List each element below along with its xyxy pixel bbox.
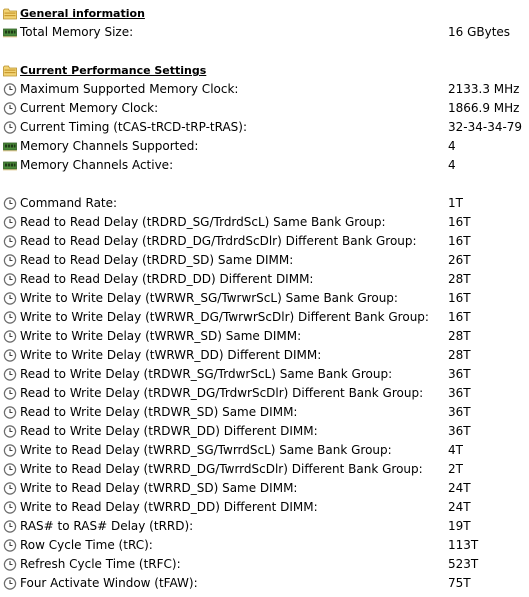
field-value: 16T <box>448 291 471 305</box>
field-value: 75T <box>448 576 471 590</box>
clock-icon <box>3 197 17 210</box>
clock-icon <box>3 577 17 590</box>
info-row[interactable] <box>0 517 529 536</box>
field-value: 2133.3 MHz <box>448 82 520 96</box>
clock-icon <box>3 292 17 305</box>
field-label: Row Cycle Time (tRC): <box>20 538 153 552</box>
clock-icon <box>3 311 17 324</box>
field-label: Write to Read Delay (tWRRD_SG/TwrrdScL) Same Bank Group: <box>20 443 392 457</box>
field-value: 36T <box>448 405 471 419</box>
spacer <box>0 175 529 194</box>
clock-icon <box>3 216 17 229</box>
info-row[interactable] <box>0 232 529 251</box>
field-label: Read to Read Delay (tRDRD_DD) Different DIMM: <box>20 272 314 286</box>
info-row[interactable] <box>0 460 529 479</box>
field-label: Memory Channels Supported: <box>20 139 199 153</box>
section-header-current-performance-settings <box>0 61 529 80</box>
field-value: 4T <box>448 443 463 457</box>
field-value: 16 GBytes <box>448 25 511 39</box>
section-header-general-information <box>0 4 529 23</box>
folder-icon <box>3 7 17 20</box>
field-label: Read to Read Delay (tRDRD_SD) Same DIMM: <box>20 253 294 267</box>
field-label: Write to Write Delay (tWRWR_DG/TwrwrScDlr) Different Bank Group: <box>20 310 429 324</box>
field-label: Read to Read Delay (tRDRD_SG/TrdrdScL) Same Bank Group: <box>20 215 386 229</box>
field-value: 2T <box>448 462 463 476</box>
clock-icon <box>3 558 17 571</box>
field-label: Current Timing (tCAS-tRCD-tRP-tRAS): <box>20 120 248 134</box>
memory-module-icon <box>3 140 17 153</box>
info-row[interactable] <box>0 194 529 213</box>
field-value: 1T <box>448 196 463 210</box>
field-label: Refresh Cycle Time (tRFC): <box>20 557 181 571</box>
info-row[interactable] <box>0 23 529 42</box>
field-value: 36T <box>448 424 471 438</box>
info-row[interactable] <box>0 118 529 137</box>
field-label: Write to Write Delay (tWRWR_DD) Different DIMM: <box>20 348 322 362</box>
clock-icon <box>3 83 17 96</box>
info-row[interactable] <box>0 384 529 403</box>
folder-icon <box>3 64 17 77</box>
field-value: 113T <box>448 538 479 552</box>
info-row[interactable] <box>0 137 529 156</box>
info-row[interactable] <box>0 156 529 175</box>
field-label: Write to Write Delay (tWRWR_SD) Same DIMM: <box>20 329 302 343</box>
field-value: 28T <box>448 348 471 362</box>
clock-icon <box>3 368 17 381</box>
info-row[interactable] <box>0 422 529 441</box>
field-label: Read to Write Delay (tRDWR_SD) Same DIMM: <box>20 405 298 419</box>
field-value: 28T <box>448 272 471 286</box>
info-row[interactable] <box>0 441 529 460</box>
memory-module-icon <box>3 159 17 172</box>
clock-icon <box>3 387 17 400</box>
field-label: Read to Write Delay (tRDWR_DD) Different DIMM: <box>20 424 318 438</box>
clock-icon <box>3 330 17 343</box>
clock-icon <box>3 349 17 362</box>
memory-info-list <box>0 4 529 593</box>
field-value: 19T <box>448 519 471 533</box>
field-label: Read to Write Delay (tRDWR_SG/TrdwrScL) Same Bank Group: <box>20 367 393 381</box>
section-title: General information <box>20 7 145 20</box>
field-value: 1866.9 MHz <box>448 101 520 115</box>
field-value: 4 <box>448 158 456 172</box>
field-value: 36T <box>448 367 471 381</box>
field-value: 24T <box>448 481 471 495</box>
field-value: 4 <box>448 139 456 153</box>
info-row[interactable] <box>0 270 529 289</box>
clock-icon <box>3 273 17 286</box>
field-label: Read to Read Delay (tRDRD_DG/TrdrdScDlr) Different Bank Group: <box>20 234 417 248</box>
section-spacer <box>0 42 529 61</box>
field-label: Read to Write Delay (tRDWR_DG/TrdwrScDlr) Different Bank Group: <box>20 386 424 400</box>
clock-icon <box>3 463 17 476</box>
field-label: Maximum Supported Memory Clock: <box>20 82 239 96</box>
info-row[interactable] <box>0 574 529 593</box>
field-label: Write to Write Delay (tWRWR_SG/TwrwrScL) Same Bank Group: <box>20 291 398 305</box>
info-row[interactable] <box>0 80 529 99</box>
info-row[interactable] <box>0 327 529 346</box>
clock-icon <box>3 539 17 552</box>
info-row[interactable] <box>0 536 529 555</box>
clock-icon <box>3 102 17 115</box>
clock-icon <box>3 482 17 495</box>
clock-icon <box>3 235 17 248</box>
info-row[interactable] <box>0 479 529 498</box>
field-label: Command Rate: <box>20 196 118 210</box>
field-value: 32-34-34-79 <box>448 120 523 134</box>
info-row[interactable] <box>0 555 529 574</box>
field-value: 16T <box>448 310 471 324</box>
clock-icon <box>3 254 17 267</box>
info-row[interactable] <box>0 498 529 517</box>
field-value: 26T <box>448 253 471 267</box>
clock-icon <box>3 425 17 438</box>
info-row[interactable] <box>0 346 529 365</box>
field-label: Write to Read Delay (tWRRD_SD) Same DIMM: <box>20 481 298 495</box>
info-row[interactable] <box>0 365 529 384</box>
clock-icon <box>3 444 17 457</box>
info-row[interactable] <box>0 289 529 308</box>
field-label: RAS# to RAS# Delay (tRRD): <box>20 519 194 533</box>
field-label: Total Memory Size: <box>20 25 134 39</box>
field-label: Four Activate Window (tFAW): <box>20 576 198 590</box>
field-value: 28T <box>448 329 471 343</box>
info-row[interactable] <box>0 403 529 422</box>
info-row[interactable] <box>0 251 529 270</box>
field-value: 16T <box>448 215 471 229</box>
clock-icon <box>3 501 17 514</box>
clock-icon <box>3 406 17 419</box>
memory-module-icon <box>3 26 17 39</box>
field-label: Memory Channels Active: <box>20 158 174 172</box>
field-value: 16T <box>448 234 471 248</box>
field-label: Write to Read Delay (tWRRD_DD) Different DIMM: <box>20 500 318 514</box>
info-row[interactable] <box>0 213 529 232</box>
field-label: Write to Read Delay (tWRRD_DG/TwrrdScDlr) Different Bank Group: <box>20 462 423 476</box>
field-value: 24T <box>448 500 471 514</box>
clock-icon <box>3 121 17 134</box>
clock-icon <box>3 520 17 533</box>
section-title: Current Performance Settings <box>20 64 207 77</box>
info-row[interactable] <box>0 99 529 118</box>
field-label: Current Memory Clock: <box>20 101 159 115</box>
field-value: 523T <box>448 557 479 571</box>
info-row[interactable] <box>0 308 529 327</box>
field-value: 36T <box>448 386 471 400</box>
